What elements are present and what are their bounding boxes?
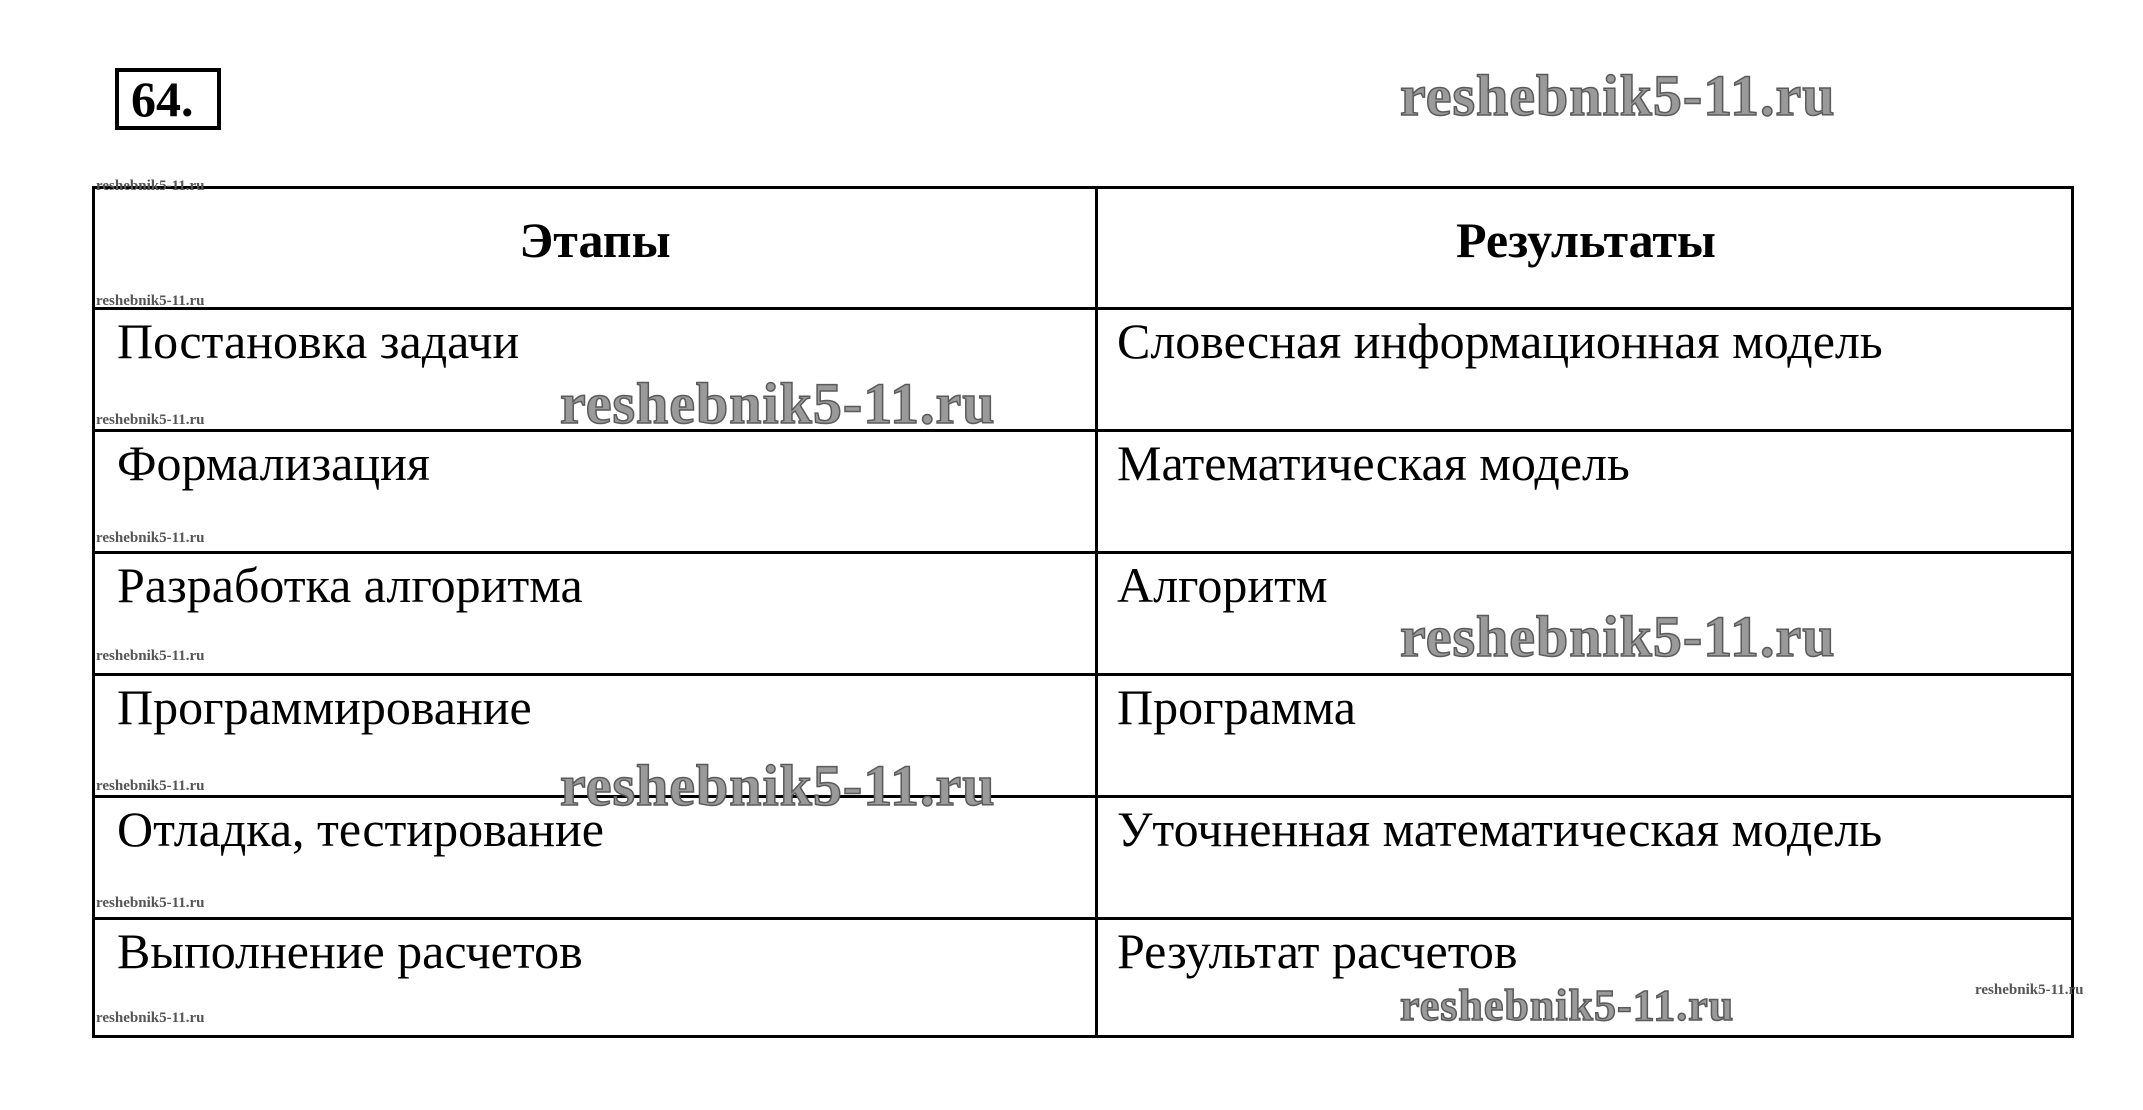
- watermark: reshebnik5-11.ru: [1400, 63, 1836, 128]
- watermark: reshebnik5-11.ru: [1400, 981, 1735, 1030]
- stage-cell: Отладка, тестирование: [117, 801, 604, 857]
- result-cell: Словесная информационная модель: [1117, 313, 1883, 369]
- row-divider: [95, 673, 2071, 676]
- watermark-small: reshebnik5-11.ru: [96, 778, 205, 794]
- watermark-small: reshebnik5-11.ru: [96, 895, 205, 911]
- result-cell: Уточненная математическая модель: [1117, 801, 1883, 857]
- result-cell: Алгоритм: [1117, 557, 1328, 613]
- row-divider: [95, 429, 2071, 432]
- row-divider: [95, 307, 2071, 310]
- stage-cell: Разработка алгоритма: [117, 557, 583, 613]
- watermark-small: reshebnik5-11.ru: [96, 648, 205, 664]
- stage-cell: Выполнение расчетов: [117, 923, 583, 979]
- watermark: reshebnik5-11.ru: [1400, 604, 1836, 669]
- column-divider: [1095, 189, 1098, 1035]
- row-divider: [95, 917, 2071, 920]
- result-cell: Математическая модель: [1117, 435, 1630, 491]
- watermark-small: reshebnik5-11.ru: [96, 530, 205, 546]
- watermark-small: reshebnik5-11.ru: [1975, 982, 2084, 998]
- header-results: Результаты: [1456, 212, 1716, 268]
- header-stages: Этапы: [519, 212, 671, 268]
- stage-cell: Постановка задачи: [117, 313, 520, 369]
- row-divider: [95, 551, 2071, 554]
- watermark: reshebnik5-11.ru: [560, 753, 996, 818]
- result-cell: Результат расчетов: [1117, 923, 1518, 979]
- watermark-small: reshebnik5-11.ru: [96, 178, 205, 194]
- watermark: reshebnik5-11.ru: [560, 371, 996, 436]
- stage-cell: Программирование: [117, 679, 532, 735]
- watermark-small: reshebnik5-11.ru: [96, 412, 205, 428]
- watermark-small: reshebnik5-11.ru: [96, 1010, 205, 1026]
- watermark-small: reshebnik5-11.ru: [96, 293, 205, 309]
- row-divider: [95, 795, 2071, 798]
- result-cell: Программа: [1117, 679, 1356, 735]
- task-number: 64.: [115, 68, 221, 130]
- stage-cell: Формализация: [117, 435, 430, 491]
